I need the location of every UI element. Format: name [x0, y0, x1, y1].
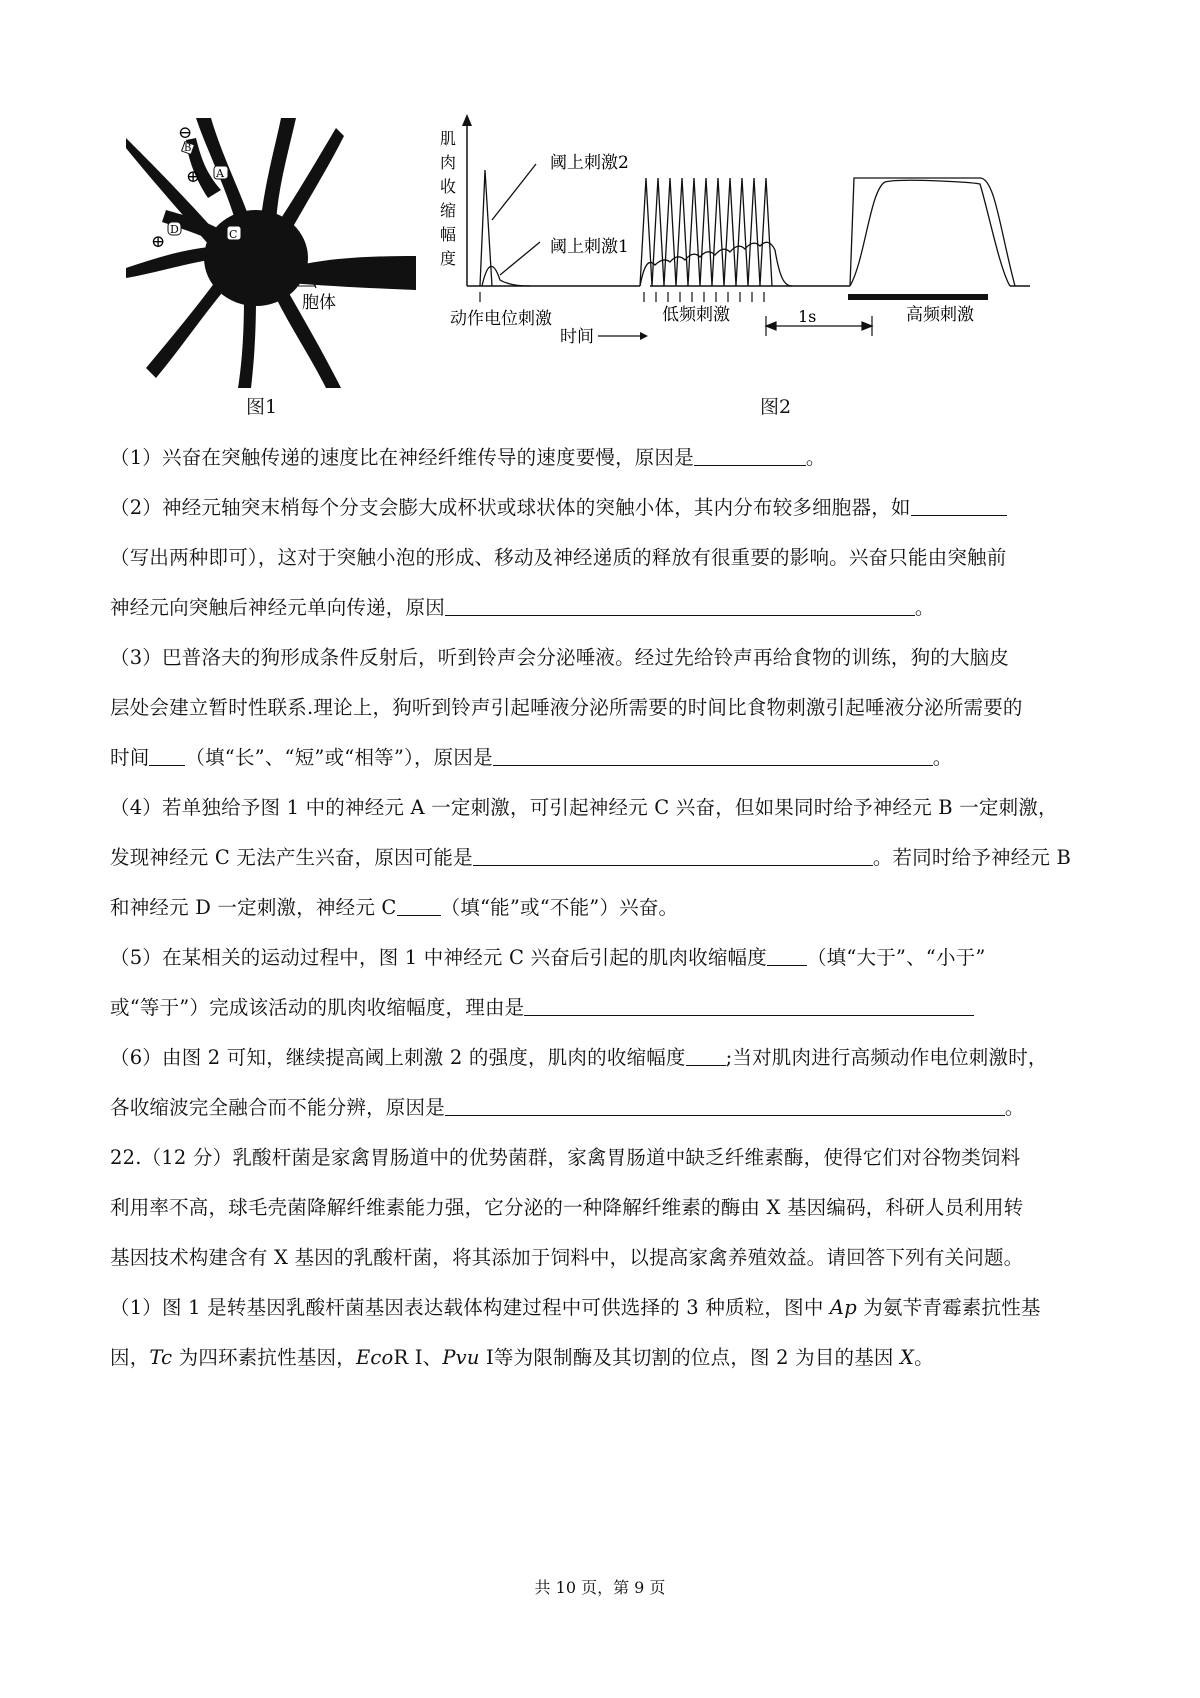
q1-line: （1）兴奋在突触传递的速度比在神经纤维传导的速度要慢，原因是 。 [110, 446, 826, 469]
neuron-c-label: C [229, 228, 238, 241]
neuron-b-label: B [184, 143, 192, 154]
figure2-caption: 图2 [760, 396, 792, 418]
answer-blank[interactable] [445, 597, 915, 616]
neuron-shape [126, 118, 416, 388]
plus-sign-d-icon: ⊕ [151, 232, 166, 252]
interval-marker [766, 316, 872, 336]
svg-text:缩: 缩 [440, 201, 457, 220]
q2-line-3: 神经元向突触后神经元单向传递，原因 。 [110, 596, 935, 619]
q4-line-2: 发现神经元 C 无法产生兴奋，原因可能是 。若同时给予神经元 B [110, 846, 1072, 869]
neuron-a-label: A [216, 167, 224, 180]
muscle-contraction-chart [440, 110, 1100, 410]
answer-blank[interactable] [524, 997, 974, 1016]
contraction-curves [480, 164, 1015, 286]
figure1-caption: 图1 [246, 396, 278, 418]
y-axis-arrow-icon [462, 114, 472, 126]
svg-text:肌: 肌 [440, 129, 457, 148]
page-footer: 共 10 页，第 9 页 [534, 1578, 666, 1597]
high-frequency-ticks [848, 294, 988, 300]
y-axis-label [440, 129, 456, 268]
q5-line-2: 或“等于”）完成该活动的肌肉收缩幅度，理由是 [110, 983, 1100, 1033]
answer-blank[interactable] [473, 847, 873, 866]
answer-blank[interactable] [493, 747, 933, 766]
neuron-diagram [126, 118, 416, 388]
q4-line-1: （4）若单独给予图 1 中的神经元 A 一定刺激，可引起神经元 C 兴奋，但如果同时给予神经元 B 一定刺激， [110, 796, 1058, 819]
plus-sign-a-icon: ⊕ [186, 167, 201, 187]
question-block [110, 433, 1100, 1383]
answer-blank[interactable] [445, 1097, 1005, 1116]
time-arrow-icon [640, 332, 648, 340]
q22-1-line-1: （1）图 1 是转基因乳酸杆菌基因表达载体构建过程中可供选择的 3 种质粒，图中 Ap 为氨苄青霉素抗性基 [110, 1296, 1041, 1319]
q2-line-1: （2）神经元轴突末梢每个分支会膨大成杯状或球状体的突触小体，其内分布较多细胞器，如 [110, 483, 1100, 533]
q22-line-1: 22.（12 分）乳酸杆菌是家禽胃肠道中的优势菌群，家禽胃肠道中缺乏纤维素酶，使得它们对谷物类饲料 [110, 1146, 1021, 1169]
q2-line-2: （写出两种即可），这对于突触小泡的形成、移动及神经递质的释放有很重要的影响。兴奋只能由突触前 [110, 546, 1007, 569]
q3-line-3: 时间 （填“长”、“短”或“相等”），原因是 。 [110, 746, 953, 769]
answer-blank[interactable] [767, 947, 807, 966]
action-potential-label: 动作电位刺激 [450, 309, 552, 329]
q22-line-3: 基因技术构建含有 X 基因的乳酸杆菌，将其添加于饲料中，以提高家禽养殖效益。请回答下列有关问题。 [110, 1246, 1024, 1269]
q6-line-1: （6）由图 2 可知，继续提高阈上刺激 2 的强度，肌肉的收缩幅度 ;当对肌肉进行高频动作电位刺激时， [110, 1046, 1048, 1069]
stim2-label: 阈上刺激2 [550, 153, 629, 173]
q5-line-1: （5）在某相关的运动过程中，图 1 中神经元 C 兴奋后引起的肌肉收缩幅度 （填“大于”、“小于” [110, 946, 986, 969]
answer-blank[interactable] [397, 897, 441, 916]
stimulus-ticks [480, 292, 764, 302]
q3-line-1: （3）巴普洛夫的狗形成条件反射后，听到铃声会分泌唾液。经过先给铃声再给食物的训练，狗的大脑皮 [110, 646, 1010, 669]
stim1-label: 阈上刺激1 [550, 237, 629, 257]
low-frequency-label: 低频刺激 [662, 305, 730, 325]
q22-line-2: 利用率不高，球毛壳菌降解纤维素能力强，它分泌的一种降解纤维素的酶由 X 基因编码，科研人员利用转 [110, 1196, 1024, 1219]
high-frequency-label: 高频刺激 [906, 305, 974, 325]
answer-blank[interactable] [149, 747, 185, 766]
soma-label: 胞体 [302, 293, 336, 313]
svg-text:幅: 幅 [440, 225, 457, 244]
q3-line-2: 层处会建立暂时性联系.理论上，狗听到铃声引起唾液分泌所需要的时间比食物刺激引起唾液分泌所需要的 [110, 696, 1023, 719]
svg-text:度: 度 [440, 249, 457, 268]
q22-1-line-2: 因，Tc 为四环素抗性基因，EcoR Ⅰ、Pvu Ⅰ等为限制酶及其切割的位点，图 2 为目的基因 X。 [110, 1346, 934, 1369]
svg-text:肉: 肉 [440, 153, 457, 172]
time-label: 时间 [560, 327, 594, 347]
interval-label: 1s [798, 307, 817, 326]
answer-blank[interactable] [686, 1047, 726, 1066]
answer-blank[interactable] [694, 447, 806, 466]
answer-blank[interactable] [911, 497, 1007, 516]
svg-text:收: 收 [440, 177, 457, 196]
q4-line-3: 和神经元 D 一定刺激，神经元 C （填“能”或“不能”）兴奋。 [110, 896, 679, 919]
minus-sign-icon: ⊖ [178, 123, 193, 143]
q6-line-2: 各收缩波完全融合而不能分辨，原因是 。 [110, 1096, 1025, 1119]
neuron-d-label: D [170, 223, 179, 236]
